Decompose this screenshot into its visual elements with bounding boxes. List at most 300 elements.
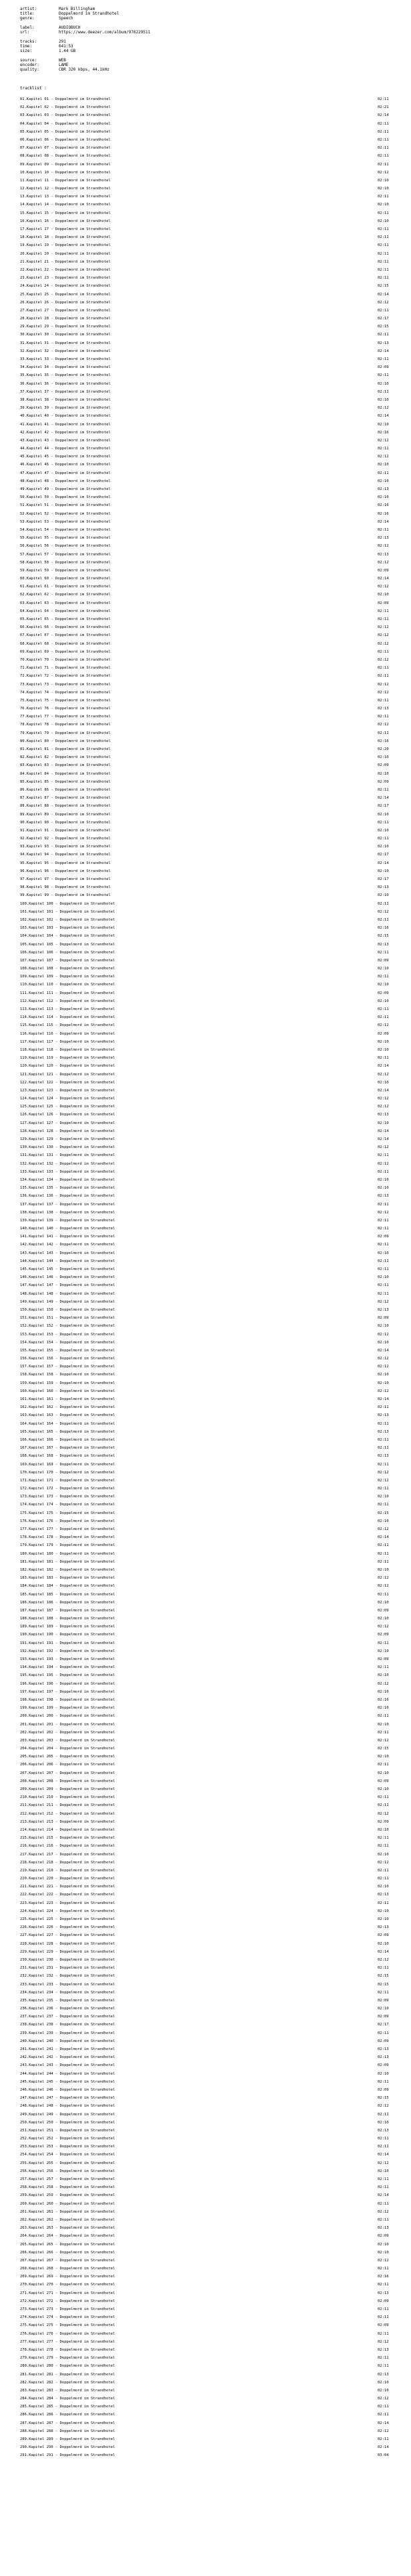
track-duration: 02:09: [378, 958, 389, 963]
track-row: [20, 477, 394, 485]
track-duration: 02:11: [378, 975, 389, 979]
track-label: 21.Kapitel 21 - Doppelmord im Strandhotel: [20, 259, 111, 264]
track-duration: 02:12: [378, 2161, 389, 2165]
track-duration: 02:11: [378, 2267, 389, 2271]
track-label: 230.Kapitel 230 - Doppelmord im Strandhotel: [20, 1957, 115, 1962]
track-duration: 02:10: [378, 1852, 389, 1857]
track-label: 79.Kapitel 79 - Doppelmord im Strandhotel: [20, 731, 111, 735]
track-label: 29.Kapitel 29 - Doppelmord im Strandhotel: [20, 325, 111, 329]
track-duration: 02:17: [378, 317, 389, 321]
track-label: 291.Kapitel 291 - Doppelmord im Strandhotel: [20, 2453, 115, 2458]
track-label: 86.Kapitel 86 - Doppelmord im Strandhotel: [20, 787, 111, 792]
track-row: [20, 575, 394, 583]
track-row: [20, 1801, 394, 1809]
track-duration: 02:16: [378, 503, 389, 508]
track-label: 259.Kapitel 259 - Doppelmord im Strandhotel: [20, 2193, 115, 2198]
track-row: [20, 2232, 394, 2240]
track-row: [20, 1566, 394, 1574]
track-label: 142.Kapitel 142 - Doppelmord im Strandhotel: [20, 1243, 115, 1247]
track-label: 246.Kapitel 246 - Doppelmord im Strandhotel: [20, 2087, 115, 2092]
release-info-document: [20, 7, 394, 2460]
track-duration: 02:12: [378, 1097, 389, 1101]
track-row: [20, 1046, 394, 1054]
track-label: 144.Kapitel 144 - Doppelmord im Strandhotel: [20, 1259, 115, 1263]
track-label: 235.Kapitel 235 - Doppelmord im Strandhotel: [20, 1998, 115, 2003]
track-row: [20, 1753, 394, 1761]
track-row: [20, 1729, 394, 1737]
meta-row: [20, 67, 394, 72]
track-label: 73.Kapitel 73 - Doppelmord im Strandhotel: [20, 682, 111, 687]
track-row: [20, 1525, 394, 1533]
track-row: [20, 2379, 394, 2387]
track-row: [20, 307, 394, 315]
track-row: [20, 1013, 394, 1021]
track-duration: 02:11: [378, 1015, 389, 1020]
track-label: 283.Kapitel 283 - Doppelmord im Strandhotel: [20, 2388, 115, 2393]
track-label: 94.Kapitel 94 - Doppelmord im Strandhotel: [20, 853, 111, 857]
track-label: 163.Kapitel 163 - Doppelmord im Strandhotel: [20, 1413, 115, 1418]
track-label: 139.Kapitel 139 - Doppelmord im Strandhotel: [20, 1218, 115, 1223]
track-label: 273.Kapitel 273 - Doppelmord im Strandhotel: [20, 2307, 115, 2311]
track-duration: 02:10: [378, 2242, 389, 2247]
track-label: 228.Kapitel 228 - Doppelmord im Strandhotel: [20, 1941, 115, 1946]
track-duration: 02:12: [378, 625, 389, 630]
track-label: 67.Kapitel 67 - Doppelmord im Strandhotel: [20, 633, 111, 638]
track-duration: 02:10: [378, 1121, 389, 1125]
track-label: 271.Kapitel 271 - Doppelmord im Strandhotel: [20, 2291, 115, 2295]
track-duration: 02:10: [378, 1381, 389, 1385]
track-duration: 02:11: [378, 2307, 389, 2311]
track-label: 218.Kapitel 218 - Doppelmord im Strandhotel: [20, 1860, 115, 1865]
track-row: [20, 169, 394, 177]
track-label: 52.Kapitel 52 - Doppelmord im Strandhotel: [20, 511, 111, 516]
track-row: [20, 1712, 394, 1720]
track-duration: 02:10: [378, 1324, 389, 1329]
track-duration: 02:16: [378, 511, 389, 516]
track-label: 99.Kapitel 99 - Doppelmord im Strandhotel: [20, 893, 111, 898]
track-label: 122.Kapitel 122 - Doppelmord im Strandhotel: [20, 1080, 115, 1085]
track-row: [20, 1501, 394, 1509]
track-row: [20, 883, 394, 891]
track-row: [20, 2273, 394, 2281]
track-row: [20, 1533, 394, 1541]
track-duration: 02:20: [378, 747, 389, 751]
track-duration: 02:11: [378, 1283, 389, 1288]
track-duration: 02:11: [378, 1714, 389, 1719]
track-row: [20, 2070, 394, 2078]
track-duration: 02:12: [378, 1072, 389, 1077]
track-duration: 02:10: [378, 178, 389, 183]
track-row: [20, 1395, 394, 1403]
track-duration: 02:12: [378, 1625, 389, 1629]
track-duration: 02:14: [378, 349, 389, 353]
track-label: 58.Kapitel 58 - Doppelmord im Strandhotel: [20, 560, 111, 565]
track-row: [20, 103, 394, 111]
track-duration: 02:11: [378, 1169, 389, 1174]
track-duration: 02:10: [378, 397, 389, 402]
track-row: [20, 1485, 394, 1493]
track-row: [20, 1087, 394, 1095]
track-row: [20, 778, 394, 786]
meta-value: 641:53: [59, 44, 73, 49]
track-label: 147.Kapitel 147 - Doppelmord im Strandhotel: [20, 1283, 115, 1288]
track-label: 01.Kapitel 01 - Doppelmord im Strandhotel: [20, 97, 111, 101]
track-label: 248.Kapitel 248 - Doppelmord im Strandhotel: [20, 2104, 115, 2109]
track-duration: 02:09: [378, 1657, 389, 1661]
track-label: 160.Kapitel 160 - Doppelmord im Strandhotel: [20, 1389, 115, 1393]
track-row: [20, 1931, 394, 1939]
track-duration: 02:09: [378, 779, 389, 784]
meta-row: [20, 16, 394, 21]
track-duration: 02:09: [378, 365, 389, 370]
track-row: [20, 1298, 394, 1306]
track-label: 173.Kapitel 173 - Doppelmord im Strandhotel: [20, 1495, 115, 1499]
track-row: [20, 859, 394, 867]
track-label: 279.Kapitel 279 - Doppelmord im Strandhotel: [20, 2356, 115, 2361]
track-label: 11.Kapitel 11 - Doppelmord im Strandhotel: [20, 178, 111, 183]
track-row: [20, 1834, 394, 1842]
meta-key: title:: [20, 11, 35, 16]
track-row: [20, 371, 394, 379]
track-duration: 02:14: [378, 2445, 389, 2450]
track-duration: 02:12: [378, 1365, 389, 1369]
track-row: [20, 1956, 394, 1964]
track-label: 66.Kapitel 66 - Doppelmord im Strandhotel: [20, 625, 111, 630]
track-row: [20, 2053, 394, 2061]
track-row: [20, 819, 394, 827]
track-label: 22.Kapitel 22 - Doppelmord im Strandhotel: [20, 267, 111, 272]
track-duration: 02:09: [378, 1779, 389, 1783]
track-row: [20, 753, 394, 761]
track-duration: 02:09: [378, 2087, 389, 2092]
track-row: [20, 2029, 394, 2037]
track-duration: 02:09: [378, 568, 389, 573]
track-label: 75.Kapitel 75 - Doppelmord im Strandhotel: [20, 698, 111, 703]
track-duration: 02:12: [378, 657, 389, 662]
track-duration: 02:11: [378, 267, 389, 272]
track-row: [20, 713, 394, 721]
track-duration: 02:11: [378, 1551, 389, 1556]
track-label: 53.Kapitel 53 - Doppelmord im Strandhotel: [20, 519, 111, 524]
track-label: 288.Kapitel 288 - Doppelmord im Strandhotel: [20, 2429, 115, 2433]
track-label: 148.Kapitel 148 - Doppelmord im Strandhotel: [20, 1291, 115, 1296]
track-label: 182.Kapitel 182 - Doppelmord im Strandhotel: [20, 1567, 115, 1572]
track-row: [20, 111, 394, 119]
track-label: 162.Kapitel 162 - Doppelmord im Strandhotel: [20, 1405, 115, 1410]
track-row: [20, 729, 394, 737]
track-duration: 02:13: [378, 1893, 389, 1897]
track-duration: 02:11: [378, 2315, 389, 2320]
track-duration: 02:12: [378, 2258, 389, 2263]
track-label: 63.Kapitel 63 - Doppelmord im Strandhotel: [20, 601, 111, 605]
track-duration: 02:11: [378, 1267, 389, 1271]
track-label: 166.Kapitel 166 - Doppelmord im Strandhotel: [20, 1437, 115, 1442]
track-duration: 02:14: [378, 1535, 389, 1540]
track-row: [20, 1021, 394, 1029]
track-row: [20, 1233, 394, 1241]
track-row: [20, 656, 394, 664]
track-label: 225.Kapitel 225 - Doppelmord im Strandhotel: [20, 1917, 115, 1921]
track-duration: 02:13: [378, 2291, 389, 2295]
track-label: 249.Kapitel 249 - Doppelmord im Strandhotel: [20, 2112, 115, 2117]
track-label: 12.Kapitel 12 - Doppelmord im Strandhotel: [20, 187, 111, 191]
track-duration: 02:11: [378, 97, 389, 101]
track-row: [20, 299, 394, 307]
track-row: [20, 2037, 394, 2045]
track-label: 194.Kapitel 194 - Doppelmord im Strandhotel: [20, 1665, 115, 1670]
track-row: [20, 2257, 394, 2265]
track-row: [20, 1428, 394, 1436]
track-label: 239.Kapitel 239 - Doppelmord im Strandhotel: [20, 2031, 115, 2035]
track-label: 09.Kapitel 09 - Doppelmord im Strandhotel: [20, 162, 111, 167]
track-duration: 02:10: [378, 1495, 389, 1499]
track-row: [20, 761, 394, 769]
track-row: [20, 429, 394, 437]
track-row: [20, 900, 394, 908]
track-label: 146.Kapitel 146 - Doppelmord im Strandhotel: [20, 1275, 115, 1280]
track-duration: 02:14: [378, 2193, 389, 2198]
track-row: [20, 2224, 394, 2232]
track-duration: 02:11: [378, 1901, 389, 1905]
track-duration: 02:11: [378, 917, 389, 922]
track-duration: 02:11: [378, 2177, 389, 2181]
track-row: [20, 453, 394, 461]
track-row: [20, 161, 394, 169]
track-row: [20, 997, 394, 1005]
track-label: 24.Kapitel 24 - Doppelmord im Strandhotel: [20, 284, 111, 289]
meta-key: label:: [20, 25, 35, 30]
track-label: 222.Kapitel 222 - Doppelmord im Strandhotel: [20, 1893, 115, 1897]
meta-row: [20, 25, 394, 30]
track-row: [20, 1907, 394, 1915]
track-label: 136.Kapitel 136 - Doppelmord im Strandhotel: [20, 1194, 115, 1199]
track-label: 284.Kapitel 284 - Doppelmord im Strandhotel: [20, 2397, 115, 2401]
track-label: 161.Kapitel 161 - Doppelmord im Strandhotel: [20, 1397, 115, 1401]
track-label: 277.Kapitel 277 - Doppelmord im Strandhotel: [20, 2339, 115, 2344]
track-row: [20, 1355, 394, 1363]
track-label: 244.Kapitel 244 - Doppelmord im Strandhotel: [20, 2071, 115, 2076]
track-label: 47.Kapitel 47 - Doppelmord im Strandhotel: [20, 471, 111, 475]
track-duration: 02:10: [378, 1275, 389, 1280]
track-duration: 02:12: [378, 1957, 389, 1962]
track-duration: 02:12: [378, 1161, 389, 1166]
track-label: 226.Kapitel 226 - Doppelmord im Strandhotel: [20, 1925, 115, 1930]
track-label: 02.Kapitel 02 - Doppelmord im Strandhotel: [20, 105, 111, 110]
track-duration: 02:11: [378, 373, 389, 378]
track-label: 154.Kapitel 154 - Doppelmord im Strandhotel: [20, 1340, 115, 1345]
track-label: 245.Kapitel 245 - Doppelmord im Strandhotel: [20, 2079, 115, 2084]
track-row: [20, 1631, 394, 1639]
track-duration: 02:10: [378, 219, 389, 223]
track-duration: 02:12: [378, 1145, 389, 1150]
track-duration: 02:11: [378, 2137, 389, 2141]
track-label: 165.Kapitel 165 - Doppelmord im Strandhotel: [20, 1429, 115, 1434]
track-label: 269.Kapitel 269 - Doppelmord im Strandhotel: [20, 2275, 115, 2279]
track-row: [20, 941, 394, 949]
track-row: [20, 2330, 394, 2338]
meta-row: [20, 63, 394, 67]
track-label: 48.Kapitel 48 - Doppelmord im Strandhotel: [20, 479, 111, 483]
track-label: 105.Kapitel 105 - Doppelmord im Strandhotel: [20, 942, 115, 947]
track-label: 126.Kapitel 126 - Doppelmord im Strandhotel: [20, 1113, 115, 1117]
track-row: [20, 786, 394, 794]
track-duration: 02:11: [378, 698, 389, 703]
track-row: [20, 1095, 394, 1103]
track-label: 81.Kapitel 81 - Doppelmord im Strandhotel: [20, 747, 111, 751]
track-label: 15.Kapitel 15 - Doppelmord im Strandhotel: [20, 211, 111, 215]
track-row: [20, 217, 394, 225]
track-row: [20, 737, 394, 745]
track-row: [20, 534, 394, 542]
track-row: [20, 120, 394, 128]
track-duration: 02:10: [378, 422, 389, 427]
track-duration: 02:10: [378, 869, 389, 873]
track-duration: 02:13: [378, 885, 389, 890]
track-label: 131.Kapitel 131 - Doppelmord im Strandhotel: [20, 1153, 115, 1158]
track-label: 85.Kapitel 85 - Doppelmord im Strandhotel: [20, 779, 111, 784]
meta-value: 291: [59, 39, 66, 44]
track-duration: 02:11: [378, 276, 389, 281]
track-duration: 02:12: [378, 690, 389, 695]
track-duration: 02:14: [378, 519, 389, 524]
track-row: [20, 1883, 394, 1891]
track-label: 72.Kapitel 72 - Doppelmord im Strandhotel: [20, 674, 111, 679]
track-row: [20, 2021, 394, 2029]
track-duration: 02:09: [378, 763, 389, 768]
track-row: [20, 355, 394, 363]
track-label: 212.Kapitel 212 - Doppelmord im Strandhotel: [20, 1811, 115, 1816]
track-duration: 02:12: [378, 1470, 389, 1475]
track-row: [20, 225, 394, 233]
meta-key: size:: [20, 49, 33, 53]
track-label: 197.Kapitel 197 - Doppelmord im Strandhotel: [20, 1689, 115, 1694]
track-duration: 02:13: [378, 487, 389, 491]
track-duration: 02:11: [378, 1543, 389, 1548]
track-label: 23.Kapitel 23 - Doppelmord im Strandhotel: [20, 276, 111, 281]
track-duration: 02:13: [378, 536, 389, 541]
track-row: [20, 185, 394, 193]
track-row: [20, 559, 394, 567]
track-duration: 02:14: [378, 292, 389, 297]
track-row: [20, 1192, 394, 1200]
track-duration: 02:16: [378, 739, 389, 743]
track-duration: 02:10: [378, 1787, 389, 1791]
meta-value: LAME: [59, 63, 69, 67]
track-row: [20, 1623, 394, 1631]
track-label: 187.Kapitel 187 - Doppelmord im Strandhotel: [20, 1608, 115, 1613]
track-row: [20, 2354, 394, 2362]
track-duration: 02:11: [378, 2217, 389, 2222]
track-row: [20, 2143, 394, 2151]
track-label: 04.Kapitel 04 - Doppelmord im Strandhotel: [20, 121, 111, 126]
track-duration: 02:15: [378, 325, 389, 329]
track-duration: 02:09: [378, 2299, 389, 2303]
track-label: 256.Kapitel 256 - Doppelmord im Strandhotel: [20, 2169, 115, 2173]
track-duration: 02:11: [378, 674, 389, 679]
track-label: 104.Kapitel 104 - Doppelmord im Strandhotel: [20, 934, 115, 939]
track-label: 43.Kapitel 43 - Doppelmord im Strandhotel: [20, 438, 111, 443]
track-label: 207.Kapitel 207 - Doppelmord im Strandhotel: [20, 1771, 115, 1775]
track-row: [20, 331, 394, 339]
track-label: 95.Kapitel 95 - Doppelmord im Strandhotel: [20, 861, 111, 865]
track-duration: 02:12: [378, 1478, 389, 1483]
track-row: [20, 697, 394, 705]
track-duration: 02:11: [378, 154, 389, 159]
track-label: 198.Kapitel 198 - Doppelmord im Strandhotel: [20, 1697, 115, 1702]
track-label: 243.Kapitel 243 - Doppelmord im Strandhotel: [20, 2063, 115, 2068]
track-row: [20, 1818, 394, 1826]
track-row: [20, 689, 394, 697]
track-duration: 02:10: [378, 1047, 389, 1052]
track-row: [20, 2419, 394, 2427]
track-row: [20, 1493, 394, 1501]
track-duration: 02:12: [378, 1332, 389, 1337]
track-label: 50.Kapitel 50 - Doppelmord im Strandhotel: [20, 495, 111, 500]
track-row: [20, 1923, 394, 1931]
track-duration: 02:17: [378, 2023, 389, 2027]
track-row: [20, 1948, 394, 1956]
track-duration: 02:09: [378, 2063, 389, 2068]
track-label: 134.Kapitel 134 - Doppelmord im Strandhotel: [20, 1177, 115, 1182]
track-row: [20, 1411, 394, 1419]
track-label: 77.Kapitel 77 - Doppelmord im Strandhotel: [20, 715, 111, 719]
track-label: 223.Kapitel 223 - Doppelmord im Strandhotel: [20, 1901, 115, 1905]
track-label: 236.Kapitel 236 - Doppelmord im Strandhotel: [20, 2007, 115, 2011]
track-row: [20, 1599, 394, 1607]
track-row: [20, 2281, 394, 2289]
track-row: [20, 599, 394, 607]
meta-value: Doppelmord im Strandhotel: [59, 11, 119, 16]
track-row: [20, 1558, 394, 1566]
track-row: [20, 2435, 394, 2443]
track-row: [20, 2427, 394, 2435]
track-row: [20, 1899, 394, 1907]
track-label: 264.Kapitel 264 - Doppelmord im Strandhotel: [20, 2234, 115, 2239]
meta-value: https://www.deezer.com/album/976229511: [59, 30, 151, 35]
track-duration: 02:11: [378, 129, 389, 134]
track-label: 57.Kapitel 57 - Doppelmord im Strandhotel: [20, 552, 111, 557]
track-label: 262.Kapitel 262 - Doppelmord im Strandhotel: [20, 2217, 115, 2222]
track-row: [20, 2362, 394, 2370]
track-duration: 02:10: [378, 2169, 389, 2173]
track-duration: 02:12: [378, 1811, 389, 1816]
track-row: [20, 1777, 394, 1785]
track-label: 220.Kapitel 220 - Doppelmord im Strandhotel: [20, 1877, 115, 1881]
track-label: 174.Kapitel 174 - Doppelmord im Strandhotel: [20, 1503, 115, 1507]
track-row: [20, 811, 394, 819]
track-label: 214.Kapitel 214 - Doppelmord im Strandhotel: [20, 1827, 115, 1832]
track-row: [20, 623, 394, 631]
track-duration: 02:11: [378, 1259, 389, 1263]
track-row: [20, 908, 394, 916]
track-duration: 02:14: [378, 1397, 389, 1401]
track-duration: 03:04: [378, 2453, 389, 2458]
track-row: [20, 924, 394, 932]
track-duration: 02:17: [378, 877, 389, 881]
track-row: [20, 989, 394, 997]
track-row: [20, 932, 394, 940]
track-duration: 02:10: [378, 1251, 389, 1255]
track-row: [20, 1761, 394, 1769]
track-label: 112.Kapitel 112 - Doppelmord im Strandhotel: [20, 999, 115, 1003]
track-duration: 02:11: [378, 666, 389, 671]
track-label: 127.Kapitel 127 - Doppelmord im Strandhotel: [20, 1121, 115, 1125]
track-duration: 02:12: [378, 585, 389, 589]
track-row: [20, 2127, 394, 2135]
track-label: 132.Kapitel 132 - Doppelmord im Strandhotel: [20, 1161, 115, 1166]
track-label: 287.Kapitel 287 - Doppelmord im Strandhotel: [20, 2421, 115, 2425]
track-row: [20, 266, 394, 274]
